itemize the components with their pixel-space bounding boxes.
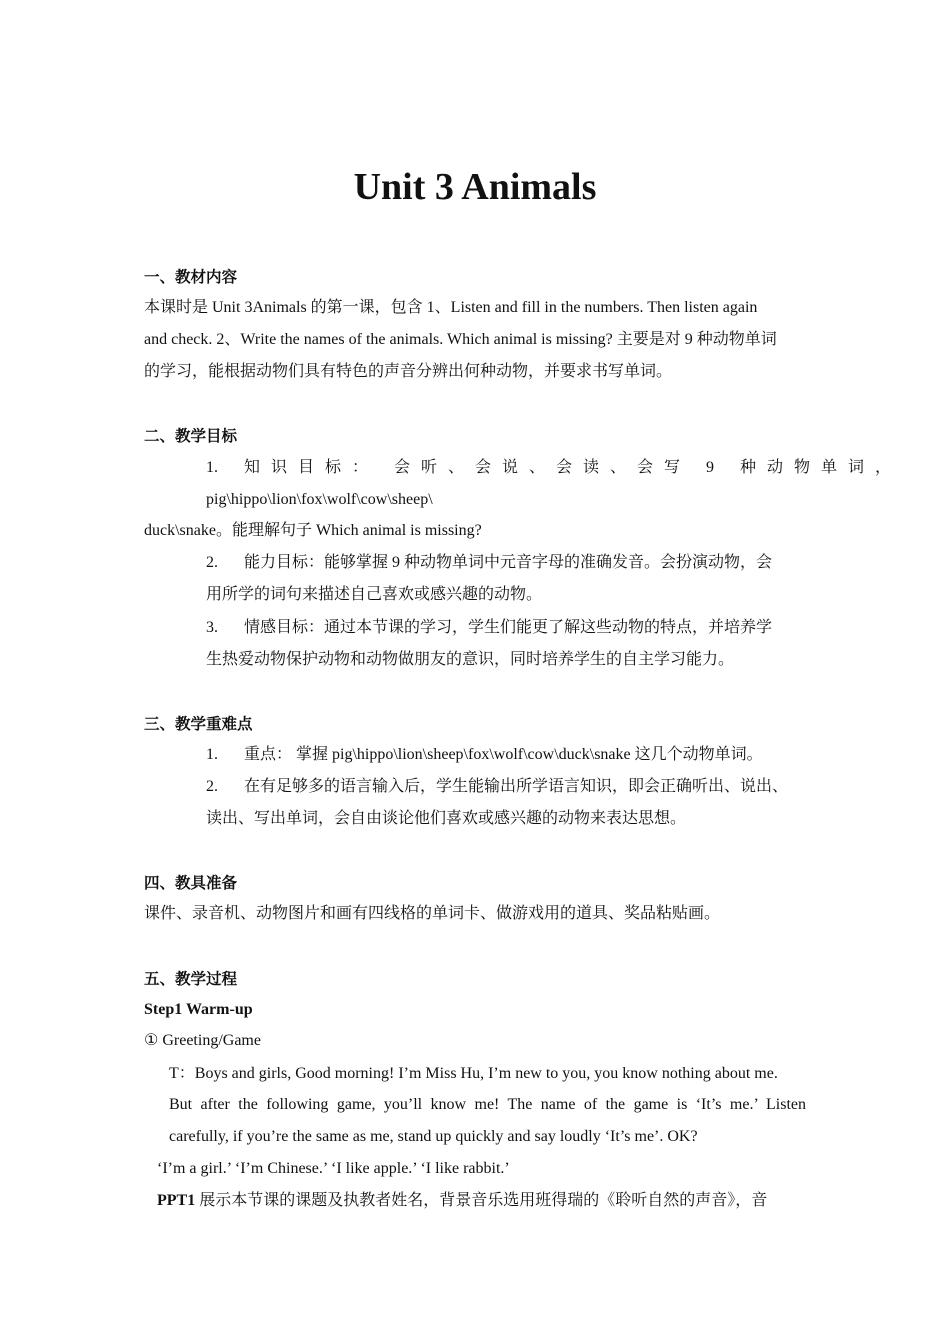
list-item-line: 重点： 掌握 pig\hippo\lion\sheep\fox\wolf\cow\duck\snake 这几个动物单词。 xyxy=(244,746,763,763)
section-heading-objectives: 二、教学目标 xyxy=(144,427,238,445)
list-number: 3. xyxy=(206,619,218,636)
list-number: 1. xyxy=(206,746,218,763)
page-title: Unit 3 Animals xyxy=(353,166,597,208)
ppt-text: 展示本节课的课题及执教者姓名，背景音乐选用班得瑞的《聆听自然的声音》，音 xyxy=(195,1192,768,1209)
ppt-label: PPT1 xyxy=(157,1192,196,1209)
section-heading-content: 一、教材内容 xyxy=(144,268,238,286)
paragraph-line: and check. 2、Write the names of the animals. Which animal is missing? 主要是对 9 种动物单词 xyxy=(144,331,777,348)
dialogue-line: T：Boys and girls, Good morning! I’m Miss Hu, I’m new to you, you know nothing about me. xyxy=(169,1065,778,1082)
list-item-line: 能力目标：能够掌握 9 种动物单词中元音字母的准确发音。会扮演动物，会 xyxy=(244,554,773,571)
list-item-line: duck\snake。能理解句子 Which animal is missing? xyxy=(144,522,482,539)
dialogue-line: ‘I’m a girl.’ ‘I’m Chinese.’ ‘I like apple.’ ‘I like rabbit.’ xyxy=(157,1160,510,1177)
list-item-line: 知识目标： 会听、会说、会读、会写 9 种动物单词， xyxy=(244,459,903,476)
dialogue-line: carefully, if you’re the same as me, stand up quickly and say loudly ‘It’s me’. OK? xyxy=(169,1128,698,1145)
paragraph-line: 的学习，能根据动物们具有特色的声音分辨出何种动物，并要求书写单词。 xyxy=(144,363,673,380)
list-item-line: 情感目标：通过本节课的学习，学生们能更了解这些动物的特点，并培养学 xyxy=(244,619,773,636)
list-item-line: pig\hippo\lion\fox\wolf\cow\sheep\ xyxy=(206,491,433,508)
section-heading-key-points: 三、教学重难点 xyxy=(144,715,253,733)
ppt-note xyxy=(157,1190,767,1212)
list-item-line: 生热爱动物保护动物和动物做朋友的意识，同时培养学生的自主学习能力。 xyxy=(206,651,735,668)
list-number: 2. xyxy=(206,778,218,795)
list-number: 1. xyxy=(206,459,218,476)
list-number: 2. xyxy=(206,554,218,571)
list-item-line: 读出、写出单词，会自由谈论他们喜欢或感兴趣的动物来表达思想。 xyxy=(206,810,687,827)
dialogue-line: But after the following game, you’ll know me! The name of the game is ‘It’s me.’ Listen xyxy=(169,1096,806,1113)
paragraph-line: 课件、录音机、动物图片和画有四线格的单词卡、做游戏用的道具、奖品粘贴画。 xyxy=(144,905,721,922)
list-item-line: 用所学的词句来描述自己喜欢或感兴趣的动物。 xyxy=(206,586,543,603)
section-heading-materials: 四、教具准备 xyxy=(144,874,238,892)
step-heading: Step1 Warm-up xyxy=(144,1001,253,1018)
paragraph-line: 本课时是 Unit 3Animals 的第一课，包含 1、Listen and fill in the numbers. Then listen again xyxy=(144,299,758,316)
section-heading-process: 五、教学过程 xyxy=(144,970,238,988)
list-item-line: 在有足够多的语言输入后，学生能输出所学语言知识，即会正确听出、说出、 xyxy=(244,778,789,795)
sub-heading: ① Greeting/Game xyxy=(144,1032,261,1049)
